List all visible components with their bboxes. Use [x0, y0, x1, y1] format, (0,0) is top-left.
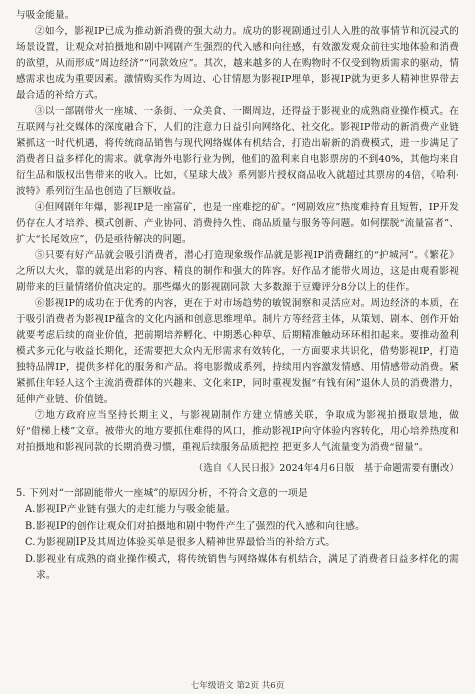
- article-paragraph-5: ⑤只要有好产品就会吸引消费者，潜心打造现象级作品就是影视IP消费翻红的“护城河”。《繁花》之所以大火，靠的就是出彩的内容、精良的制作和强大的阵容。好作品才能带火周边，这是由观看影视剧带来的巨量情绪价值决定的。那些爆火的影视剧同款 大多数源于豆瓣评分8分以上的佳作。: [16, 250, 459, 293]
- article-source: （选自《人民日报》2024年4月6日版 基于命题需要有删改）: [193, 463, 459, 474]
- option-text: 影视业有成熟的商业操作模式，将传统销售与网络媒体有机结合，满足了消费者日益多样化的需求。: [36, 553, 459, 581]
- option-text: 影视IP产业链有强大的走红能力与吸金能量。: [36, 504, 236, 515]
- article-paragraph-6: ⑥影视IP的成功在于优秀的内容，更在于对市场趋势的敏锐洞察和灵活应对。周边经济的本质，在于吸引消费者为影视IP蕴含的文化内涵和创意思维埋单。制片方等经营主体，从策划、剧本、创作开始就要考虑后续的商业价值，把前期培养孵化、中期悉心种草、后期精准触动环环相扣起来。要推动盈利模式多元化与收益长期化，还需要把大众内无形需求有效转化，一方面要求共识化，借势影视IP，打造独特品牌IP，提供多样化的服务和产品。将电影微成系列，持续用内容激发情感、用情感带动消费。紧紧抓住年轻人这个主流消费群体的兴趣来、文化来IP，同时重视发掘“有钱有闲”退休人员的消费潜力，延伸产业链、价值链。: [16, 298, 459, 405]
- article-paragraph-2: ②如今，影视IP已成为推动新消费的强大动力。成功的影视剧通过引人入胜的故事情节和沉浸式的场景设置，让观众对拍摄地和剧中网剧产生强烈的代入感和向往感，有效激发观众前往实地体验和消费的欲望，从而形成“周边经济”“同款效应”。其次，越来越多的人在购物时不仅受到物质需求的驱动，情感需求也成为重要因素。激情购买作为周边、心甘情愿为影视IP埋单，影视IP就为更多人精神世界带去最合适的补给方式。: [16, 26, 459, 101]
- article-paragraph-3: ③以一部剧带火一座城、一条街、一众美食、一圈周边，还得益于影视业的成熟商业操作模式。在互联网与社交媒体的深度融合下，人们的注意力日益引向网络化、社交化。影视IP带动的新消费产业链紧抓这一时代机遇，将传统商品销售与现代网络媒体有机结合，打造出崭新的消费模式，进一步满足了消费者日益多样化的需求。就拿海外电影行业为例，他们的盈利来自电影票房的不到40%，其他均来自衍生品和版权出售带来的收入。比如，《星球大战》系列影片授权商品收入就超过其票房的4倍，《哈利·波特》系列衍生品也创造了巨额收益。: [16, 106, 459, 197]
- option-text: 影视IP的创作让观众们对拍摄地和剧中物件产生了强烈的代入感和向往感。: [36, 520, 366, 532]
- option-a: [16, 502, 459, 519]
- article-paragraph-7: ⑦地方政府应当坚持长期主义，与影视剧制作方建立情感关联，争取成为影视拍摄取景地，做好“借梯上楼”文章。被带火的地方要抓住难得的风口，推动影视IP向守体验内容转化，用心培养热度和对拍摄地和影视同款的长期消费习惯，重视后续服务品质把控 把更多人气流量变为消费“留量”。: [16, 410, 459, 453]
- article-continuation-line: 与吸金能量。: [16, 10, 75, 21]
- option-key: A.: [25, 504, 36, 515]
- option-b: [16, 519, 459, 536]
- question-stem: 5. 下列对“一部剧能带火一座城”的原因分析，不符合文意的一项是: [16, 488, 308, 499]
- option-key: D.: [25, 553, 36, 565]
- article-body: [16, 24, 459, 456]
- page-footer: 七年级语文 第2页 共6页: [190, 681, 285, 691]
- question-5: [16, 485, 459, 585]
- option-c: [16, 535, 459, 552]
- option-key: C.: [25, 537, 36, 548]
- article-paragraph-4: ④但网剧年年爆，影视IP是一座富矿，也是一座难挖的矿。“网剧效应”热度难持育且短暂，IP开发仍存在人才培养、模式创新、产业协同、消费持久性、商品质量与服务等问题。如何摆脱“流量富者”、扩大“长尾效应”，仍是亟待解决的问题。: [16, 202, 459, 245]
- option-d: [16, 552, 459, 585]
- option-key: B.: [25, 520, 36, 532]
- option-text: 为影视剧IP及其周边体验买单是很多人精神世界最恰当的补给方式。: [36, 537, 336, 548]
